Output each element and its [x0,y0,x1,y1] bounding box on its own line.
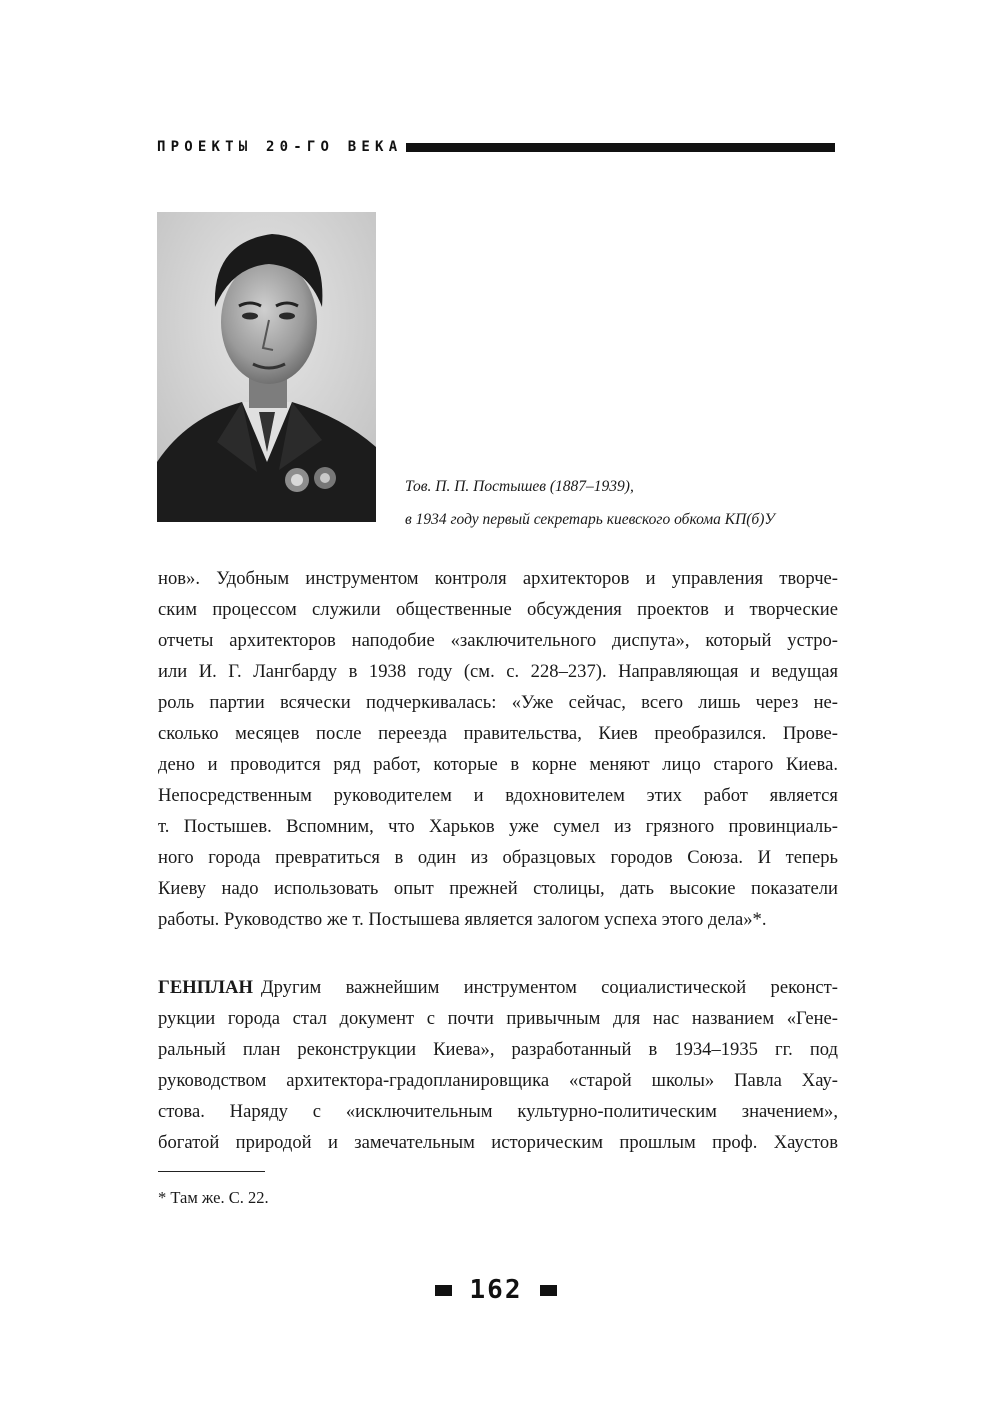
text-line: отчеты архитекторов наподобие «заключительного диспута», который устро- [158,630,838,651]
text-line: ральный план реконструкции Киева», разработанный в 1934–1935 гг. под [158,1039,838,1060]
portrait-photo [157,212,376,522]
text-line: Непосредственным руководителем и вдохновителем этих работ является [158,785,838,806]
text-line: богатой природой и замечательным историческим прошлым проф. Хаустов [158,1132,838,1153]
text-line: Другим важнейшим инструментом социалистической реконст- [260,977,838,998]
footnote: * Там же. С. 22. [158,1188,269,1207]
folio-right-block [540,1285,557,1296]
body-paragraph [158,563,838,935]
text-line: дено и проводится ряд работ, которые в корне меняют лицо старого Киева. [158,754,838,775]
text-line: рукции города стал документ с почти привычным для нас названием «Гене- [158,1008,838,1029]
text-line: роль партии всячески подчеркивалась: «Уже сейчас, всего лишь через не- [158,692,838,713]
text-line: работы. Руководство же т. Постышева является залогом успеха этого дела»*. [158,909,767,930]
footnote-rule [158,1171,265,1172]
text-line: сколько месяцев после переезда правительства, Киев преобразился. Прове- [158,723,838,744]
photo-caption [405,470,845,536]
page-number: 162 [469,1275,523,1305]
caption-line: Тов. П. П. Постышев (1887–1939), [405,478,634,495]
text-line: Киеву надо использовать опыт прежней столицы, дать высокие показатели [158,878,838,899]
section-genplan [158,972,838,1158]
section-heading: ГЕНПЛАН [158,977,253,998]
running-header [157,137,835,157]
running-title: ПРОЕКТЫ 20-ГО ВЕКА [157,139,403,155]
page-folio [0,1272,992,1308]
text-line: ного города превратиться в один из образцовых городов Союза. И теперь [158,847,838,868]
text-line: нов». Удобным инструментом контроля архитекторов и управления творче- [158,568,838,589]
section-first-line [158,972,838,1003]
folio-left-block [435,1285,452,1296]
portrait-image [157,212,376,522]
text-line: ским процессом служили общественные обсуждения проектов и творческие [158,599,838,620]
text-line: т. Постышев. Вспомним, что Харьков уже сумел из грязного провинциаль- [158,816,838,837]
caption-line: в 1934 году первый секретарь киевского обкома КП(б)У [405,511,775,528]
text-line: стова. Наряду с «исключительным культурно-политическим значением», [158,1101,838,1122]
text-line: или И. Г. Лангбарду в 1938 году (см. с. 228–237). Направляющая и ведущая [158,661,838,682]
header-rule [406,143,835,152]
text-line: руководством архитектора-градопланировщика «старой школы» Павла Хау- [158,1070,838,1091]
